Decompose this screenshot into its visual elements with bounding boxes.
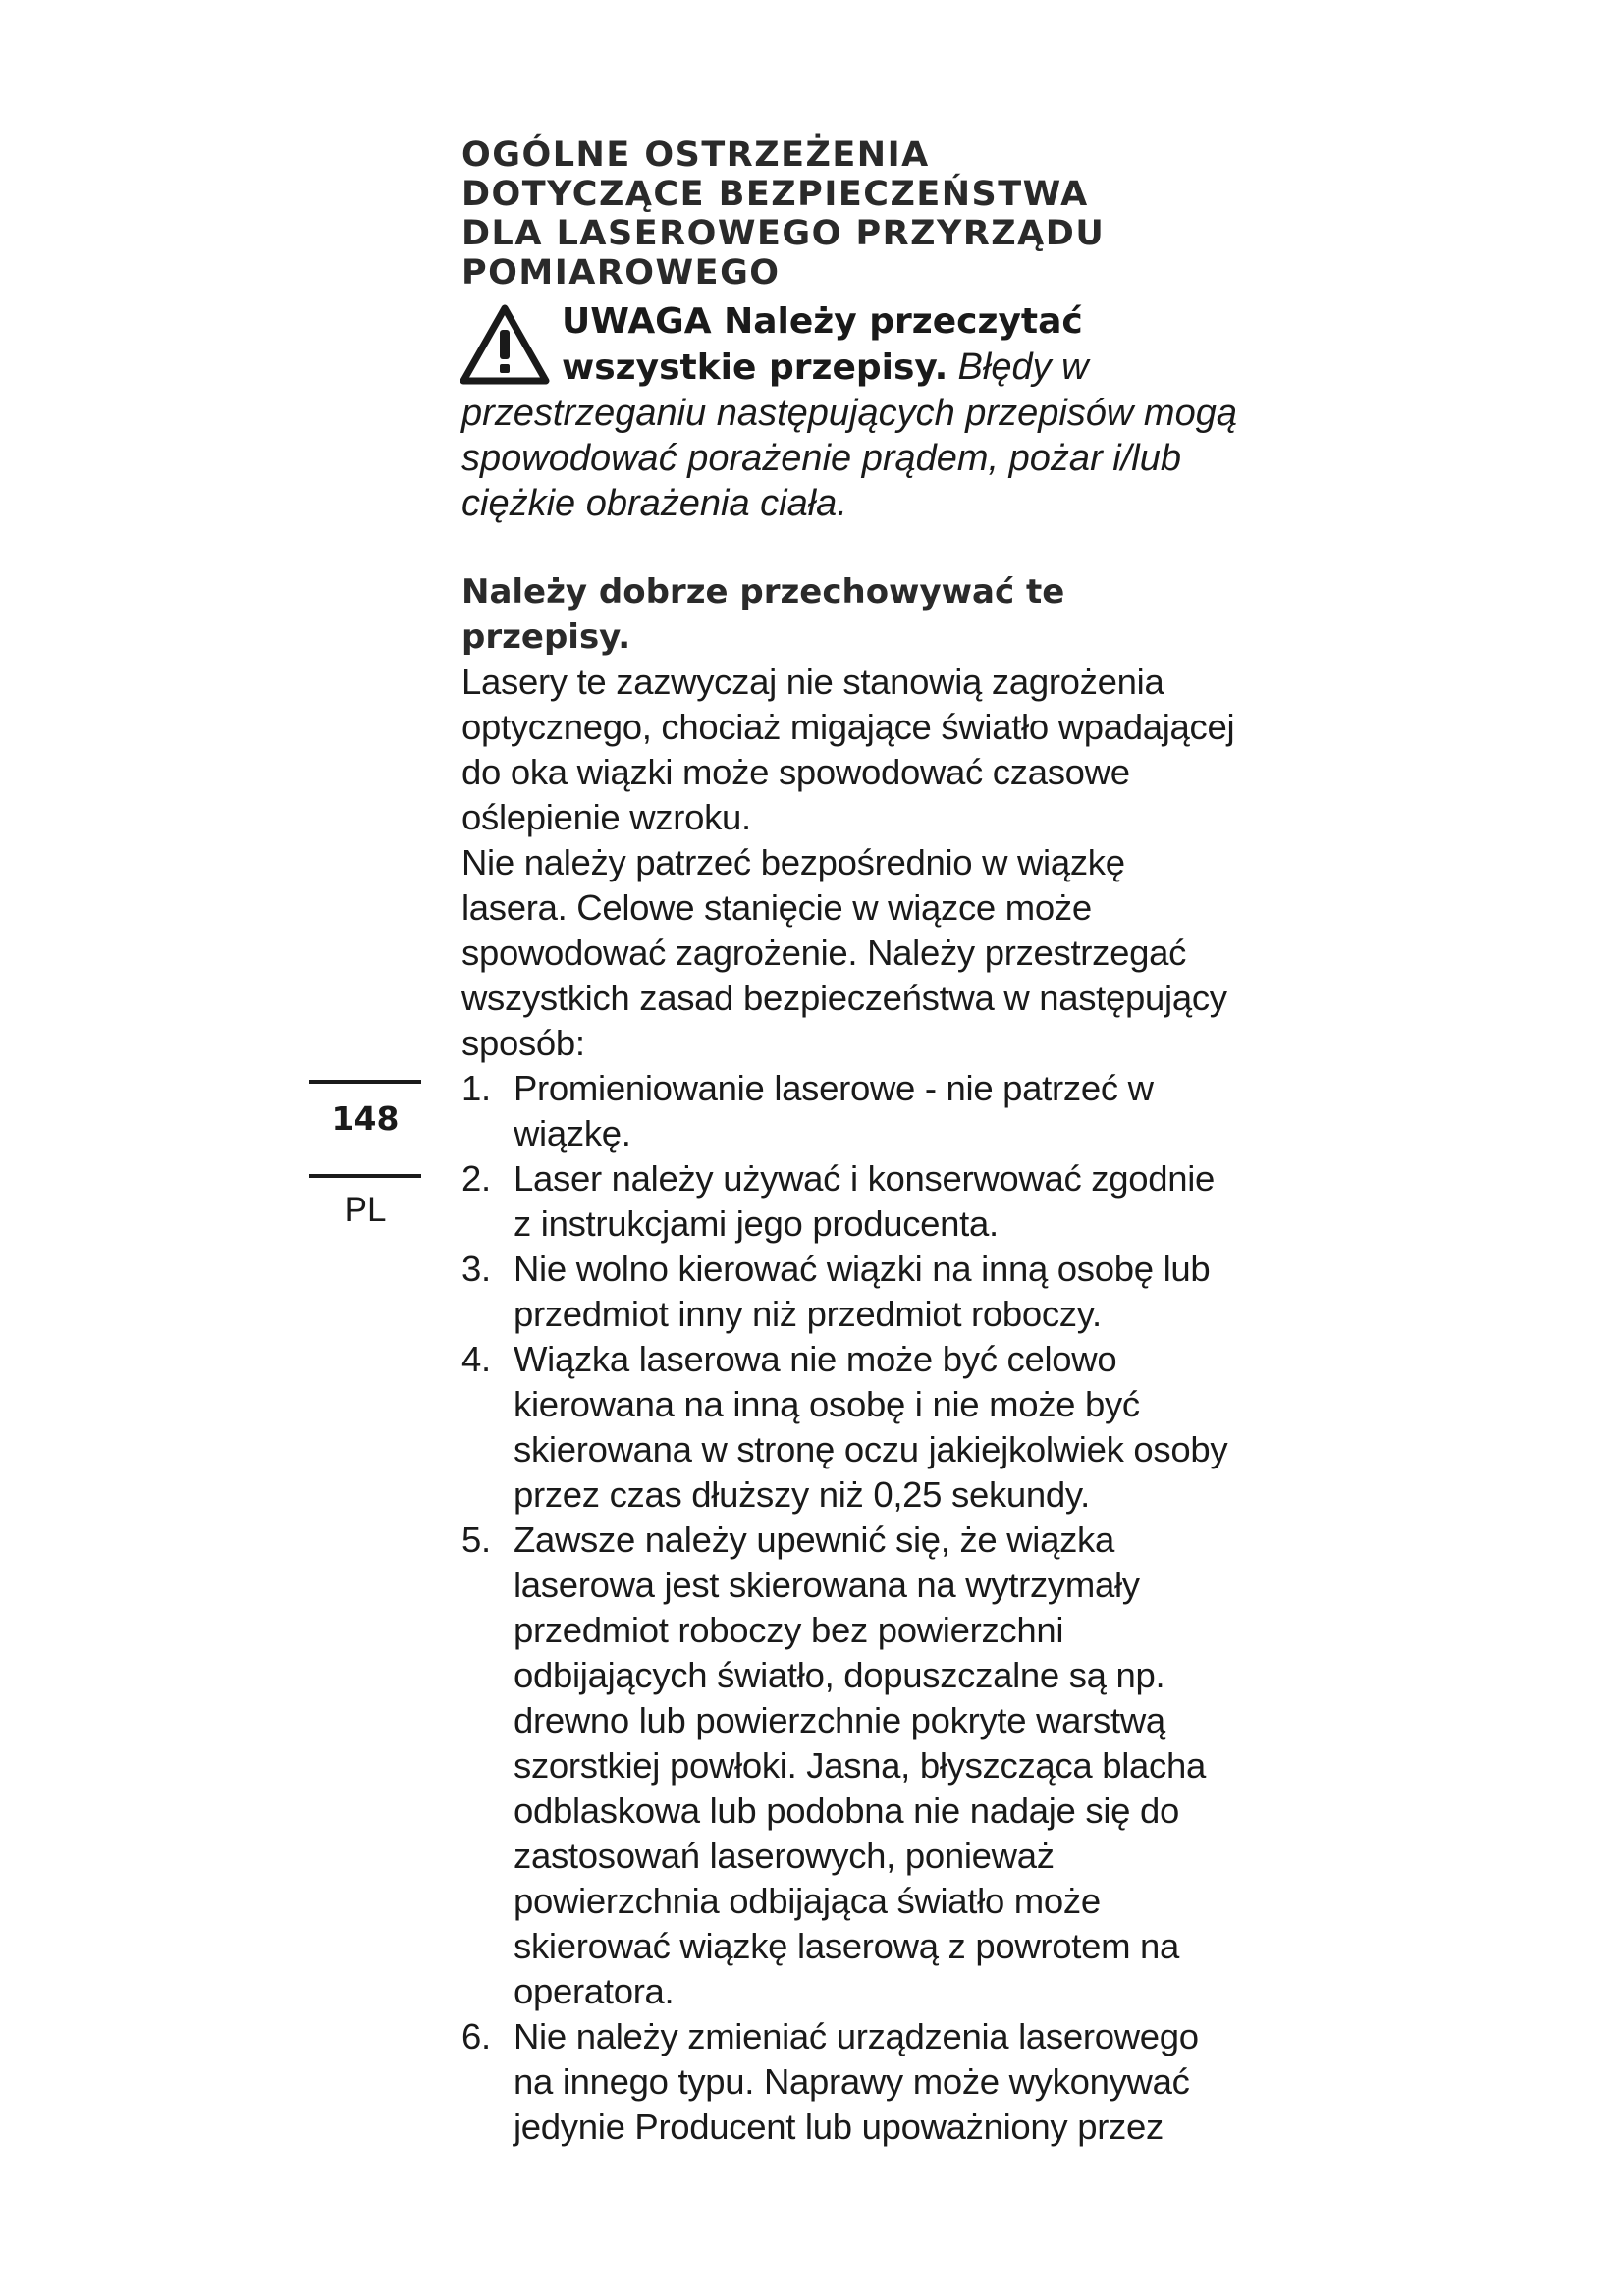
warning-text: Błędy w przestrzeganiu następujących przepisów mogą spowodować porażenie prądem, pożar i/lub ciężkie obrażenia ciała. (461, 347, 1237, 524)
laser-intro-paragraph: Lasery te zazwyczaj nie stanowią zagrożenia optycznego, chociaż migające światło wpadającej do oka wiązki może spowodować czasowe oślepienie wzroku. (461, 662, 1235, 837)
list-item (461, 1518, 1237, 2014)
list-item-text: Nie należy zmieniać urządzenia laserowego na innego typu. Naprawy może wykonywać jedynie Producent lub upoważniony przez (514, 2016, 1199, 2147)
list-item (461, 1247, 1237, 1337)
language-code: PL (344, 1191, 387, 1229)
warning-title: UWAGA Należy przeczytać wszystkie przepisy. (562, 301, 1083, 388)
list-item-text: Zawsze należy upewnić się, że wiązka laserowa jest skierowana na wytrzymały przedmiot roboczy bez powierzchni odbijających światło, dopuszczalne są np. drewno lub powierzchnie pokryte warstwą szorstkiej powłoki. Jasna, błyszcząca blacha odblaskowa lub podobna nie nadaje się do zastosowań laserowych, ponieważ powierzchnia odbijająca światło może skierować wiązkę laserową z powrotem na operatora. (514, 1520, 1206, 2011)
list-item-text: Laser należy używać i konserwować zgodnie z instrukcjami jego producenta. (514, 1158, 1216, 1244)
section-heading-line: DLA LASEROWEGO PRZYRZĄDU (461, 214, 1106, 253)
list-item-number: 5. (461, 1520, 491, 1560)
section-heading (461, 135, 1237, 293)
list-item-number: 3. (461, 1249, 491, 1289)
section-heading-line: POMIAROWEGO (461, 253, 781, 293)
list-item (461, 1156, 1237, 1247)
safety-rules-list (461, 1066, 1237, 2150)
warning-triangle-icon (458, 302, 552, 387)
page-number: 148 (331, 1099, 400, 1138)
list-item-number: 1. (461, 1068, 491, 1108)
list-item (461, 1337, 1237, 1518)
list-item (461, 2014, 1237, 2150)
section-heading-line: DOTYCZĄCE BEZPIECZEŃSTWA (461, 175, 1089, 214)
keep-instructions-heading: Należy dobrze przechowywać te przepisy. (461, 572, 1065, 657)
page-marker-rule-bottom (309, 1174, 421, 1178)
list-item-text: Wiązka laserowa nie może być celowo kierowana na inną osobę i nie może być skierowana w stronę oczu jakiejkolwiek osoby przez czas dłuższy niż 0,25 sekundy. (514, 1339, 1228, 1515)
list-item-text: Nie wolno kierować wiązki na inną osobę lub przedmiot inny niż przedmiot roboczy. (514, 1249, 1211, 1334)
page-marker-rule-top (309, 1080, 421, 1084)
list-item-number: 4. (461, 1339, 491, 1379)
section-heading-line: OGÓLNE OSTRZEŻENIA (461, 135, 930, 175)
list-item-number: 2. (461, 1158, 491, 1199)
laser-warning-paragraph: Nie należy patrzeć bezpośrednio w wiązkę lasera. Celowe stanięcie w wiązce może spowodować zagrożenie. Należy przestrzegać wszystkich zasad bezpieczeństwa w następujący sposób: (461, 842, 1227, 1063)
list-item-number: 6. (461, 2016, 491, 2056)
list-item-text: Promieniowanie laserowe - nie patrzeć w wiązkę. (514, 1068, 1154, 1153)
list-item (461, 1066, 1237, 1156)
main-text-column (461, 135, 1237, 2150)
warning-block (461, 298, 1237, 526)
